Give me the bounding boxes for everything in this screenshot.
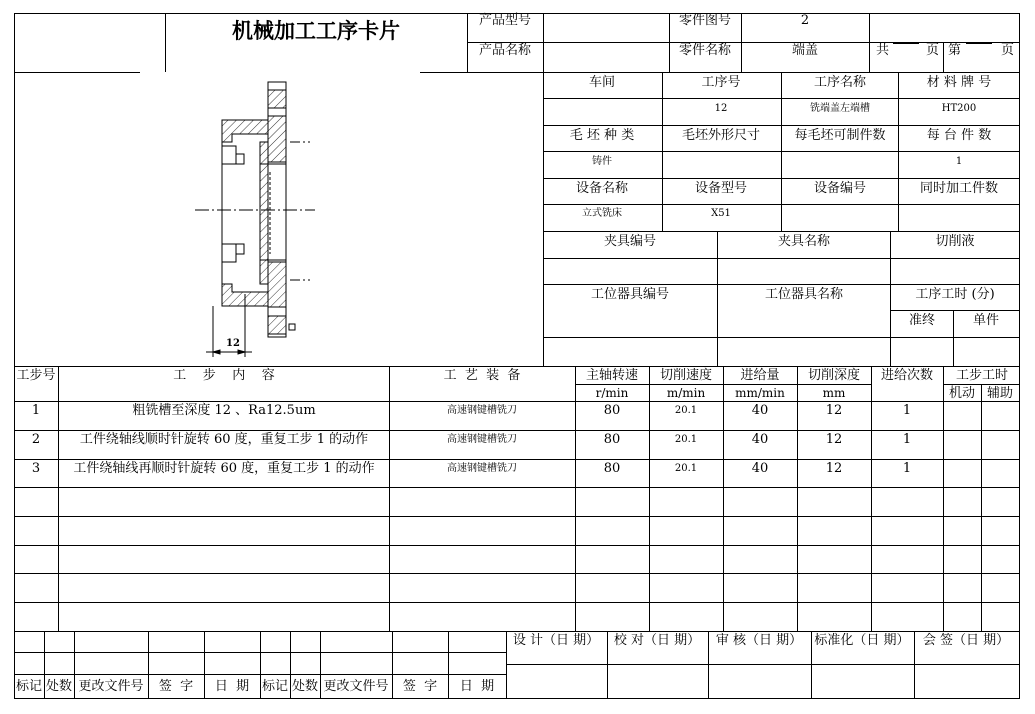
fixture-name-label: 夹具名称: [777, 234, 831, 249]
fixture-no-label: 夹具编号: [603, 234, 657, 249]
step-time-header: 工步工时: [955, 368, 1009, 383]
step-passes[interactable]: 1: [902, 461, 912, 476]
doc-no-label-2: 更改文件号: [323, 679, 389, 694]
step-no: 2: [31, 432, 41, 447]
step-cutting-speed[interactable]: 20.1: [674, 434, 698, 445]
op-no-value[interactable]: 12: [714, 103, 728, 114]
step-cutting-speed[interactable]: 20.1: [674, 463, 698, 474]
content-header: 工 步 内 容: [173, 368, 275, 383]
prep-time-label: 准终: [908, 313, 936, 328]
design-label: 设 计（日 期）: [512, 633, 600, 648]
step-passes[interactable]: 1: [902, 403, 912, 418]
equipment-name-value[interactable]: 立式铣床: [582, 208, 622, 219]
spindle-speed-header: 主轴转速: [585, 368, 639, 383]
product-model-label: 产品型号: [478, 13, 532, 28]
part-name[interactable]: 端盖: [791, 43, 819, 58]
step-feed[interactable]: 40: [751, 403, 769, 418]
equipment-model-label: 设备型号: [694, 181, 748, 196]
total-pages-label: 共: [876, 43, 890, 58]
pieces-per-unit-value[interactable]: 1: [955, 156, 963, 167]
mark-label-2: 标记: [261, 679, 289, 694]
passes-header: 进给次数: [880, 368, 934, 383]
page-number-field[interactable]: [966, 43, 992, 45]
op-no-label: 工序号: [701, 75, 741, 90]
pieces-per-unit-label: 每 台 件 数: [926, 128, 992, 143]
simultaneous-label: 同时加工件数: [919, 181, 999, 196]
page-number-label: 第: [948, 43, 962, 58]
op-time-label: 工序工时 (分): [915, 287, 995, 302]
unit-time-label: 单件: [972, 313, 1000, 328]
step-equipment[interactable]: 高速钢键槽铣刀: [447, 463, 517, 474]
step-cutting-speed[interactable]: 20.1: [674, 405, 698, 416]
blank-dim-label: 毛坯外形尺寸: [681, 128, 761, 143]
workshop-label: 车间: [588, 75, 616, 90]
step-content[interactable]: 工件绕轴线顺时针旋转 60 度，重复工步 1 的动作: [79, 432, 369, 447]
machine-time-header: 机动: [948, 386, 976, 401]
feed-header: 进给量: [740, 368, 780, 383]
step-no: 3: [31, 461, 41, 476]
step-spindle-speed[interactable]: 80: [603, 403, 621, 418]
mark-label: 标记: [15, 679, 43, 694]
product-name-label: 产品名称: [478, 43, 532, 58]
sign-label: 签 字: [158, 679, 194, 694]
count-label: 处数: [45, 679, 73, 694]
step-cut-depth[interactable]: 12: [825, 403, 843, 418]
material-label: 材 料 牌 号: [926, 75, 992, 90]
part-drawing-no-label: 零件图号: [678, 13, 732, 28]
review-label: 审 核（日 期）: [715, 633, 803, 648]
op-name-value[interactable]: 铣端盖左端槽: [810, 103, 870, 114]
dimension-label: 12: [226, 338, 240, 349]
step-content[interactable]: 工件绕轴线再顺时针旋转 60 度，重复工步 1 的动作: [73, 461, 375, 476]
step-passes[interactable]: 1: [902, 432, 912, 447]
step-no: 1: [31, 403, 41, 418]
equipment-model-value[interactable]: X51: [711, 208, 731, 219]
step-feed[interactable]: 40: [751, 461, 769, 476]
coolant-label: 切削液: [935, 234, 975, 249]
check-label: 校 对（日 期）: [613, 633, 701, 648]
material-value[interactable]: HT200: [941, 103, 977, 114]
part-drawing-no[interactable]: 2: [800, 13, 810, 28]
pieces-per-blank-label: 每毛坯可制件数: [794, 128, 886, 143]
cut-depth-unit: mm: [822, 386, 846, 400]
op-name-label: 工序名称: [813, 75, 867, 90]
aux-time-header: 辅助: [986, 386, 1014, 401]
blank-type-value[interactable]: 铸件: [592, 156, 612, 167]
date-label: 日 期: [214, 679, 250, 694]
cutting-speed-header: 切削速度: [659, 368, 713, 383]
count-label-2: 处数: [291, 679, 319, 694]
equipment-header: 工 艺 装 备: [443, 368, 521, 383]
equipment-no-label: 设备编号: [813, 181, 867, 196]
part-name-label: 零件名称: [678, 43, 732, 58]
total-pages-field[interactable]: [893, 43, 919, 45]
step-equipment[interactable]: 高速钢键槽铣刀: [447, 434, 517, 445]
standardization-label: 标准化（日 期）: [814, 633, 910, 648]
page-title: 机械加工工序卡片: [232, 19, 400, 43]
step-content[interactable]: 粗铣槽至深度 12 、Ra12.5um: [132, 403, 316, 418]
feed-unit: mm/min: [735, 386, 785, 400]
step-spindle-speed[interactable]: 80: [603, 461, 621, 476]
step-cut-depth[interactable]: 12: [825, 432, 843, 447]
part-drawing: [140, 72, 540, 367]
station-tool-name-label: 工位器具名称: [764, 287, 844, 302]
date-label-2: 日 期: [459, 679, 495, 694]
step-spindle-speed[interactable]: 80: [603, 432, 621, 447]
step-no-header: 工步号: [16, 368, 56, 383]
spindle-speed-unit: r/min: [595, 386, 629, 400]
countersign-label: 会 签（日 期）: [922, 633, 1010, 648]
cutting-speed-unit: m/min: [666, 386, 706, 400]
station-tool-no-label: 工位器具编号: [590, 287, 670, 302]
page-number-unit: 页: [1001, 43, 1015, 58]
step-feed[interactable]: 40: [751, 432, 769, 447]
step-equipment[interactable]: 高速钢键槽铣刀: [447, 405, 517, 416]
total-pages-unit: 页: [926, 43, 940, 58]
blank-type-label: 毛 坯 种 类: [569, 128, 635, 143]
step-cut-depth[interactable]: 12: [825, 461, 843, 476]
sign-label-2: 签 字: [402, 679, 438, 694]
cut-depth-header: 切削深度: [807, 368, 861, 383]
equipment-name-label: 设备名称: [575, 181, 629, 196]
doc-no-label: 更改文件号: [78, 679, 144, 694]
